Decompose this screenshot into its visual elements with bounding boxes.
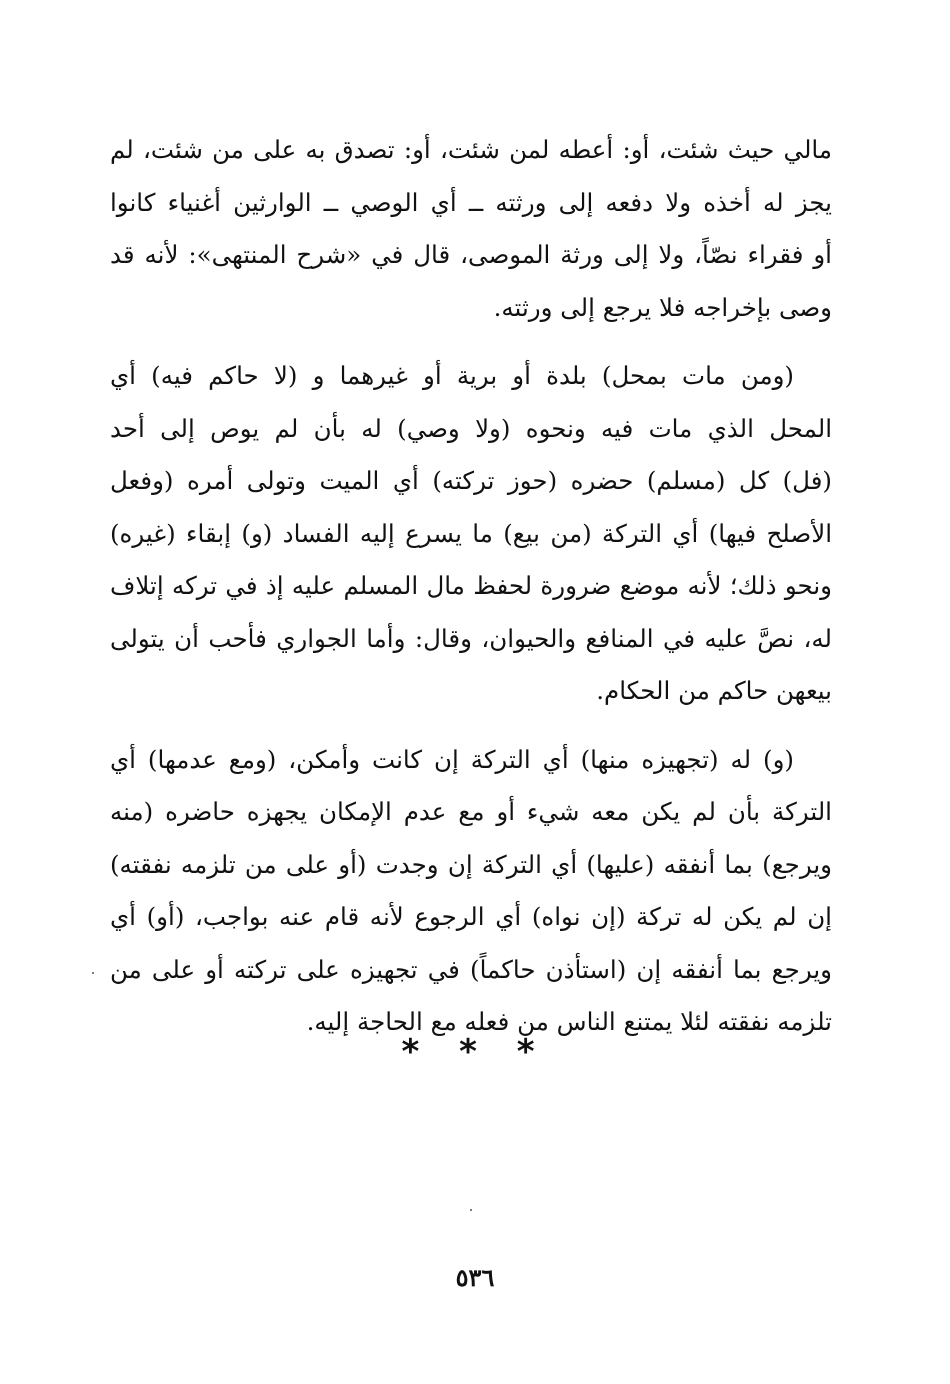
- text-line: بيعهن حاكم من الحكام.: [596, 676, 832, 705]
- text-line: يجز له أخذه ولا دفعه إلى ورثته ــ أي الوصي ــ الوارثين أغنياء كانوا: [110, 187, 832, 217]
- text-line: إن لم يكن له تركة (إن نواه) أي الرجوع لأنه قام عنه بواجب، (أو) أي: [110, 902, 832, 931]
- scan-speck: [92, 972, 94, 974]
- page-number: ٥٣٦: [455, 1263, 495, 1292]
- paragraph-2: [110, 350, 832, 718]
- text-line: التركة بأن لم يكن معه شيء أو مع عدم الإمكان يجهزه حاضره (منه: [110, 797, 832, 826]
- scan-speck: [470, 1209, 472, 1211]
- text-line: المحل الذي مات فيه ونحوه (ولا وصي) له بأن لم يوص إلى أحد: [110, 413, 832, 443]
- text-line: ويرجع) بما أنفقه (عليها) أي التركة إن وجدت (أو على من تلزمه نفقته): [110, 849, 832, 879]
- text-line: (و) له (تجهيزه منها) أي التركة إن كانت وأمكن، (ومع عدمها) أي: [110, 744, 794, 774]
- text-line: وصى بإخراجه فلا يرجع إلى ورثته.: [493, 292, 832, 322]
- paragraph-1: [110, 124, 832, 334]
- text-line: ونحو ذلك؛ لأنه موضع ضرورة لحفظ مال المسلم عليه إذ في تركه إتلاف: [110, 571, 832, 600]
- section-separator: * * *: [401, 1032, 549, 1072]
- paragraph-3: [110, 734, 832, 1049]
- text-line: له، نصَّ عليه في المنافع والحيوان، وقال: وأما الجواري فأحب أن يتولى: [110, 623, 832, 653]
- text-line: الأصلح فيها) أي التركة (من بيع) ما يسرع إليه الفساد (و) إبقاء (غيره): [110, 518, 832, 548]
- page-body: [110, 124, 832, 1049]
- text-line: (فل) كل (مسلم) حضره (حوز تركته) أي الميت وتولى أمره (وفعل: [110, 466, 832, 495]
- text-line: تلزمه نفقته لئلا يمتنع الناس من فعله مع الحاجة إليه.: [306, 1007, 832, 1036]
- text-line: أو فقراء نصّاً، ولا إلى ورثة الموصى، قال في «شرح المنتهى»: لأنه قد: [110, 240, 832, 269]
- text-line: ويرجع بما أنفقه إن (استأذن حاكماً) في تجهيزه على تركته أو على من: [110, 954, 832, 984]
- text-line: مالي حيث شئت، أو: أعطه لمن شئت، أو: تصدق به على من شئت، لم: [110, 135, 832, 164]
- text-line: (ومن مات بمحل) بلدة أو برية أو غيرهما و (لا حاكم فيه) أي: [110, 361, 794, 390]
